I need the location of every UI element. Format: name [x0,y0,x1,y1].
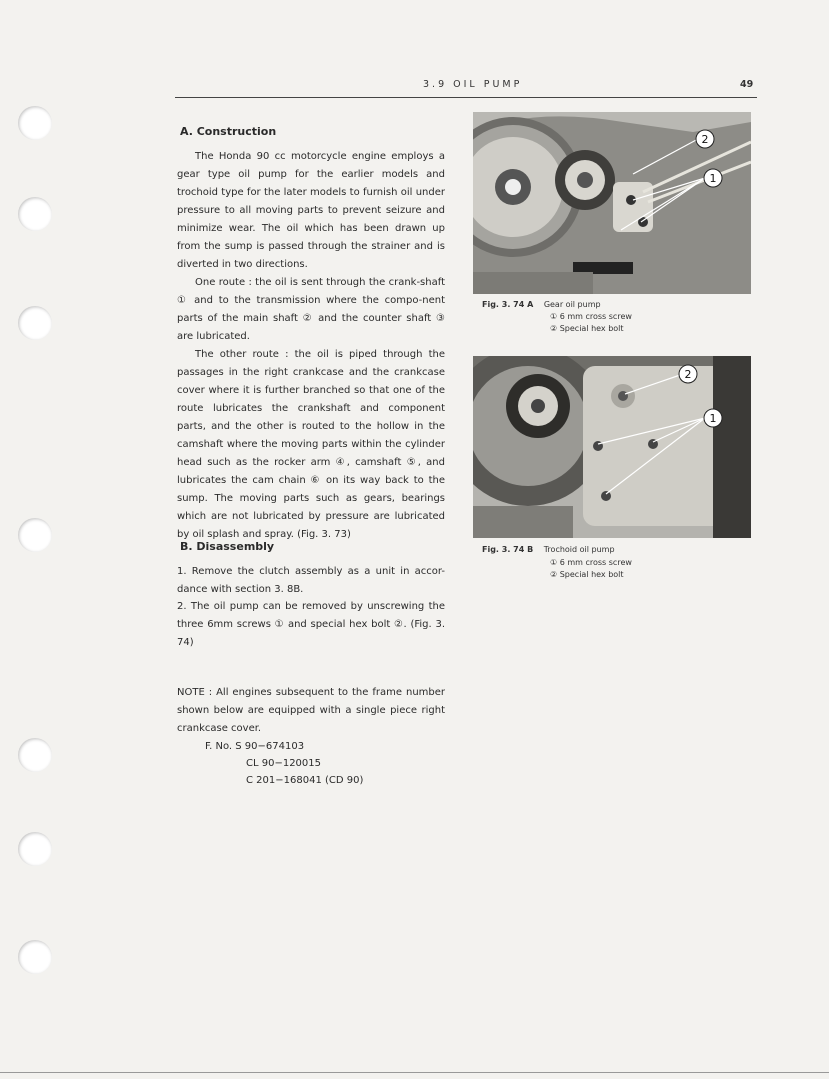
paragraph: One route : the oil is sent through the crank-shaft ① and to the transmission where the compo-nent parts of the main shaft ② and the counter shaft ③ are lubricated. [177,277,445,342]
figure-a-id: Fig. 3. 74 A [482,300,534,309]
paragraph: The other route : the oil is piped through the passages in the right crankcase and the crankcase cover where it is further branched so that one of the route lubricates the crankshaft and component parts, and the other is routed to the hollow in the camshaft where the moving parts within the cylinder head such as the rocker arm ④, camshaft ⑤, and lubricates the cam chain ⑥ on its way back to the sump. The moving parts such as gears, bearings which are not lubricated by pressure are lubricated by oil splash and spray. (Fig. 3. 73) [177,349,445,540]
section-a-body [177,148,445,544]
figure-a-photo [473,112,751,294]
figure-b-id: Fig. 3. 74 B [482,545,534,554]
section-a-heading: A. Construction [180,125,277,138]
note-block [177,684,445,738]
section-header: 3.9 OIL PUMP [423,79,523,90]
engine-gear-pump-image [473,112,751,294]
figure-b-item: ② Special hex bolt [550,570,624,579]
figure-a-caption [482,299,601,311]
figure-a-item: ① 6 mm cross screw [550,312,632,321]
binder-hole [18,940,52,974]
callout-1: 1 [709,172,717,185]
paragraph: The Honda 90 cc motorcycle engine employs a gear type oil pump for the earlier models and trochoid type for the later models to furnish oil under pressure to all moving parts to prevent seizure and minimize wear. The oil which has been drawn up from the sump is passed through the strainer and is diverted in two directions. [177,151,445,270]
frame-number: C 201−168041 (CD 90) [246,775,364,786]
figure-b-title: Trochoid oil pump [543,545,615,554]
callout-2: 2 [701,133,709,146]
binder-hole [18,197,52,231]
figure-b-item: ① 6 mm cross screw [550,558,632,567]
page-bottom-edge [0,1072,829,1073]
section-b-heading: B. Disassembly [180,540,275,553]
figure-b-photo [473,356,751,538]
figure-a-item: ② Special hex bolt [550,324,624,333]
figure-a-title: Gear oil pump [543,300,601,309]
binder-hole [18,518,52,552]
binder-hole [18,106,52,140]
frame-number: CL 90−120015 [246,758,322,769]
callout-2: 2 [684,368,692,381]
binder-hole [18,738,52,772]
engine-trochoid-pump-image [473,356,751,538]
note-label: NOTE : [177,687,213,698]
figure-b-caption [482,544,615,556]
step-1: 1. Remove the clutch assembly as a unit in accor-dance with section 3. 8B. [177,566,445,595]
binder-hole [18,306,52,340]
callout-1: 1 [709,412,717,425]
frame-number: F. No. S 90−674103 [205,741,305,752]
binder-hole [18,832,52,866]
note-text: All engines subsequent to the frame number shown below are equipped with a single piece right crankcase cover. [177,687,446,734]
page-number: 49 [740,79,754,90]
header-rule [175,97,757,98]
step-2: 2. The oil pump can be removed by unscrewing the three 6mm screws ① and special hex bolt ②. (Fig. 3. 74) [177,601,445,648]
